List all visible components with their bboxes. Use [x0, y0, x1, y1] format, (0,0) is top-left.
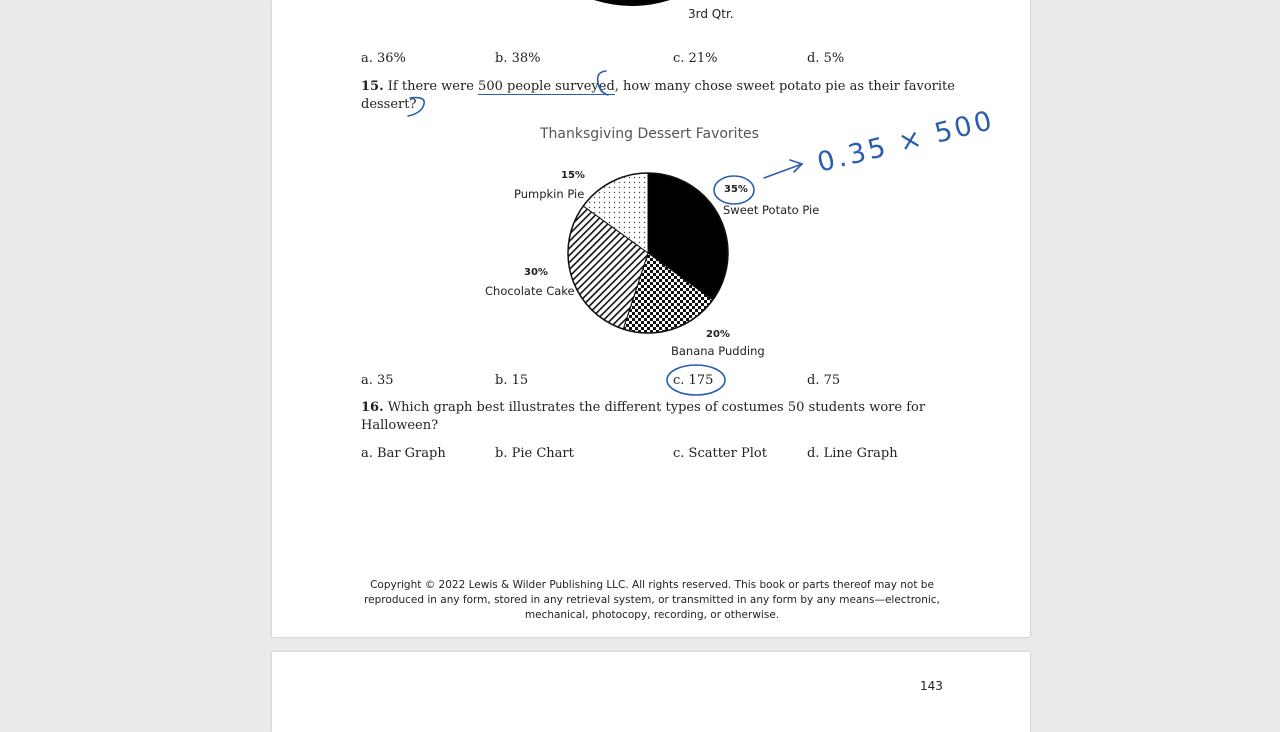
page-number: 143	[920, 679, 943, 693]
prev-option-b: b. 38%	[495, 51, 541, 66]
question-15-underlined: 500 people surveyed	[478, 79, 615, 94]
question-15-text-c: , how many chose sweet potato pie as their favorite	[614, 79, 955, 94]
question-16-text: Which graph best illustrates the different types of costumes 50 students wore for	[387, 400, 926, 415]
q16-option-a: a. Bar Graph	[361, 446, 446, 461]
slice-label-sweet-potato-pie: Sweet Potato Pie	[723, 203, 820, 217]
arrow-mark	[764, 160, 802, 178]
q16-option-c: c. Scatter Plot	[673, 446, 767, 461]
handwriting-annotations	[272, 0, 1030, 420]
q15-option-d: d. 75	[807, 373, 841, 388]
slice-pct-chocolate-cake: 30%	[524, 267, 548, 278]
circle-35-percent	[714, 176, 754, 204]
slice-pct-pumpkin-pie: 15%	[561, 170, 585, 181]
handwritten-calculation: 0.35 × 500	[814, 104, 998, 179]
hook-mark	[408, 98, 424, 116]
slice-pct-sweet-potato-pie: 35%	[724, 184, 748, 195]
copyright-line-2: reproduced in any form, stored in any retrieval system, or transmitted in any form by any means—electronic,	[364, 594, 940, 606]
copyright-line-3: mechanical, photocopy, recording, or otherwise.	[524, 609, 780, 621]
circle-answer-c	[667, 365, 725, 395]
chart-title: Thanksgiving Dessert Favorites	[540, 126, 759, 142]
prev-option-d: d. 5%	[807, 51, 845, 66]
slice-label-pumpkin-pie: Pumpkin Pie	[514, 187, 585, 201]
q15-option-c: c. 175	[673, 373, 714, 388]
question-16-line2: Halloween?	[361, 418, 439, 433]
previous-chart-label: 3rd Qtr.	[688, 7, 734, 21]
bracket-mark	[598, 71, 608, 95]
question-15-number: 15.	[361, 79, 384, 94]
q15-option-b: b. 15	[495, 373, 529, 388]
prev-option-a: a. 36%	[361, 51, 406, 66]
document-page	[272, 0, 1030, 637]
question-15-text-a: If there were	[387, 79, 479, 94]
slice-label-chocolate-cake: Chocolate Cake	[485, 284, 575, 298]
next-document-page	[272, 652, 1030, 732]
slice-label-banana-pudding: Banana Pudding	[671, 344, 765, 358]
copyright-line-1: Copyright © 2022 Lewis & Wilder Publishing LLC. All rights reserved. This book or parts thereof may not be	[370, 579, 934, 591]
q16-option-b: b. Pie Chart	[495, 446, 574, 461]
question-16-number: 16.	[361, 400, 384, 415]
slice-pct-banana-pudding: 20%	[706, 329, 730, 340]
copyright-notice	[332, 578, 972, 623]
prev-option-c: c. 21%	[673, 51, 718, 66]
question-15-line2: dessert?	[361, 97, 417, 112]
q16-option-d: d. Line Graph	[807, 446, 898, 461]
q15-option-a: a. 35	[361, 373, 394, 388]
